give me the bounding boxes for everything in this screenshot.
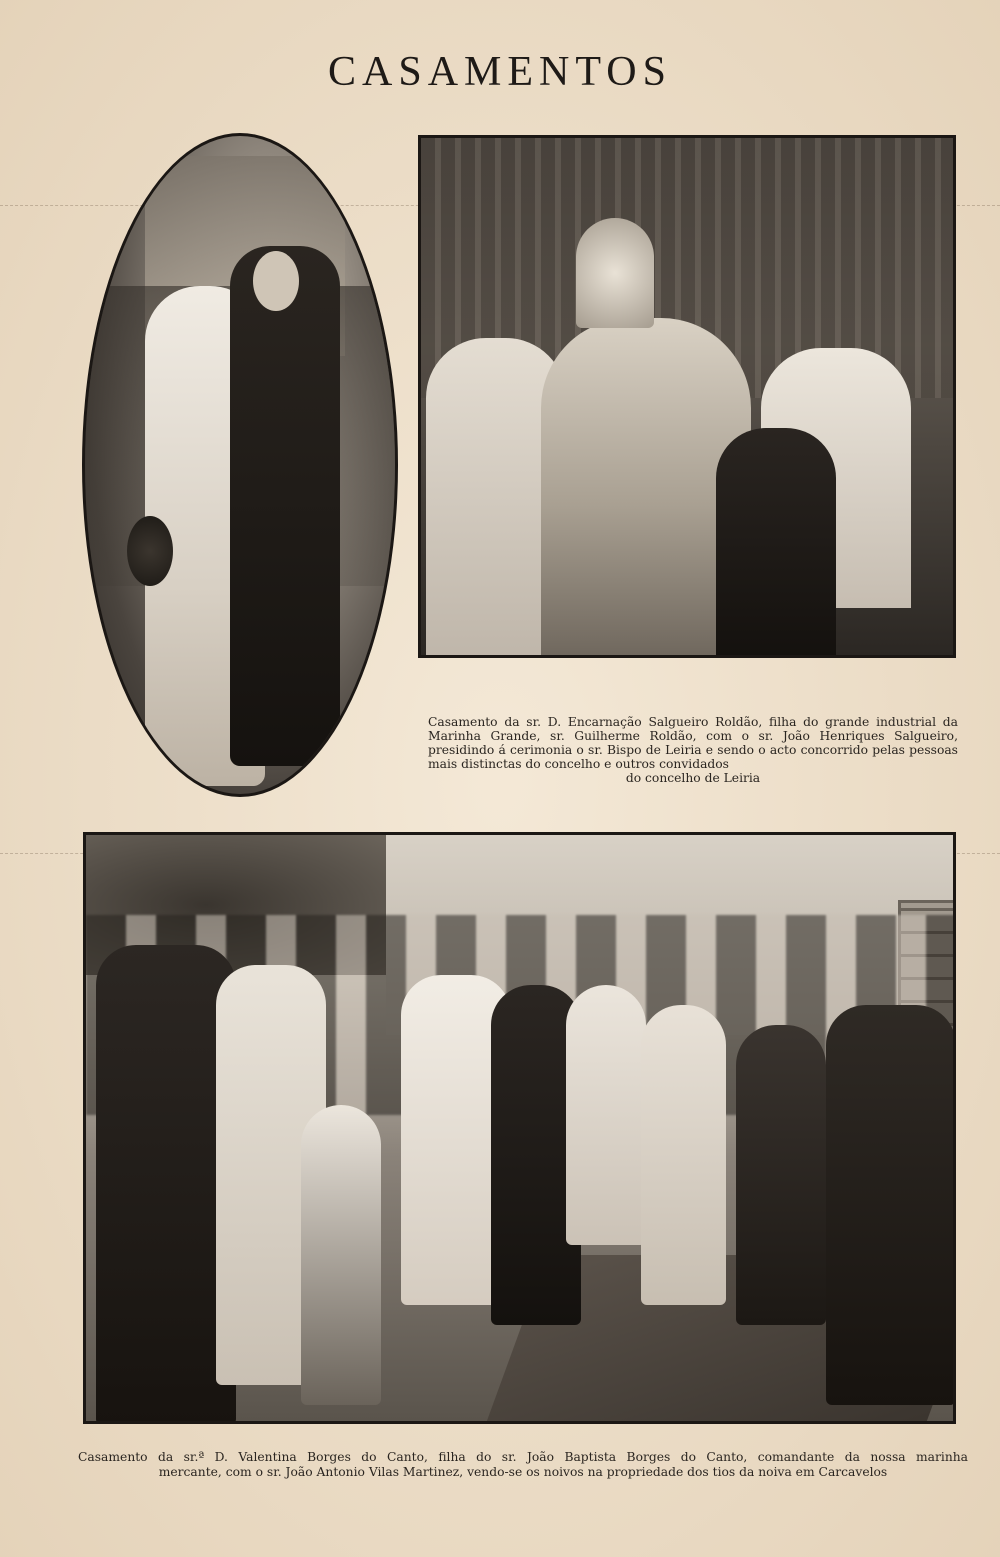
groom-figure bbox=[230, 246, 340, 766]
bishop-mitre bbox=[576, 218, 654, 328]
altar-photo bbox=[418, 135, 956, 658]
old-man-figure bbox=[826, 1005, 956, 1405]
caption-text: Casamento da sr. D. Encarnação Salgueiro Roldão, filha do grande industrial da Marinha Grande, sr. Guilherme Roldão, com o sr. João Henriques Salgueiro, presidindo á cerimonia o sr. Bispo de Leiria e sendo o acto concorrido pelas pessoas mais distinctas do concelho e outros convidados bbox=[428, 715, 958, 771]
groom-figure bbox=[716, 428, 836, 658]
caption-second-wedding bbox=[78, 1450, 968, 1480]
man-left-figure bbox=[96, 945, 236, 1424]
groom-face bbox=[253, 251, 299, 311]
group-wedding-photo bbox=[83, 832, 956, 1424]
bouquet bbox=[127, 516, 173, 586]
caption-first-wedding bbox=[428, 715, 958, 785]
caption-text-last-line: do concelho de Leiria bbox=[625, 771, 761, 785]
oval-wedding-photo bbox=[82, 133, 398, 797]
woman-figure bbox=[566, 985, 646, 1245]
woman-figure bbox=[641, 1005, 726, 1305]
caption-line-2: mercante, com o sr. João Antonio Vilas Martinez, vendo-se os noivos na propriedade dos tios da noiva em Carcavelos bbox=[158, 1465, 888, 1479]
page-title: CASAMENTOS bbox=[328, 49, 672, 95]
caption-line-1: Casamento da sr.ª D. Valentina Borges do Canto, filha do sr. João Baptista Borges do Canto, comandante da nossa marinha bbox=[78, 1450, 968, 1464]
child-figure bbox=[301, 1105, 381, 1405]
old-woman-figure bbox=[736, 1025, 826, 1325]
